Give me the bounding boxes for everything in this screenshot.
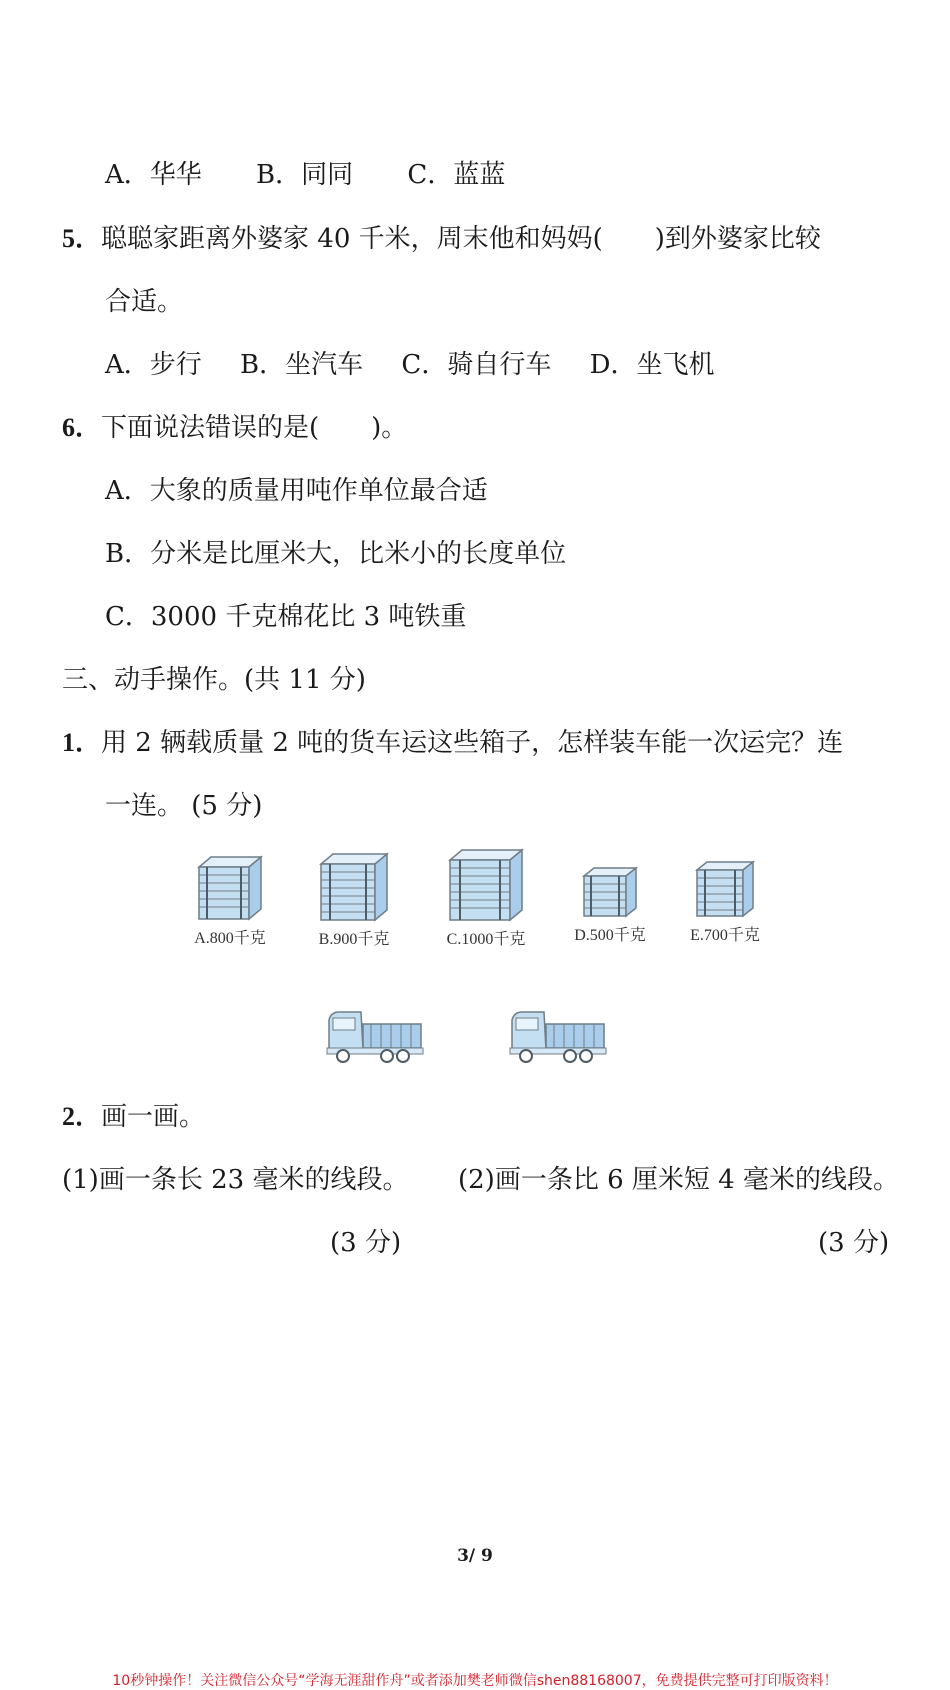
q5-line1 (62, 222, 821, 256)
crate-e-icon (695, 860, 755, 918)
s3q2-number: 2． (62, 1102, 102, 1131)
crate-c-label: C.1000千克 (446, 931, 526, 948)
crate-b (308, 852, 400, 949)
crate-b-label: B.900千克 (318, 931, 390, 948)
footer-notice: 10秒钟操作！关注微信公众号“学海无涯甜作舟”或者添加樊老师微信shen88168007，免费提供完整可打印版资料！ (112, 1673, 838, 1689)
page-number: 3/ 9 (457, 1546, 493, 1566)
q5-options (105, 348, 714, 382)
q6-option-b: B．分米是比厘米大，比米小的长度单位 (105, 539, 567, 569)
truck-icon-2 (508, 1008, 608, 1064)
q6-number: 6． (62, 413, 102, 442)
crate-d-label: D.500千克 (574, 927, 646, 944)
q4-option-b: B．同同 (256, 160, 354, 190)
s3q2-part2: (2)画一条比 6 厘米短 4 毫米的线段。 (458, 1165, 899, 1195)
q5-line2: 合适。 (105, 287, 184, 317)
s3q1-text: 用 2 辆载质量 2 吨的货车运这些箱子，怎样装车能一次运完？连 (101, 728, 844, 758)
q5-option-b: B．坐汽车 (240, 350, 364, 380)
q6-line (62, 411, 407, 445)
s3q2-line (62, 1100, 205, 1134)
q6-text: 下面说法错误的是( )。 (101, 413, 408, 443)
s3q2-part1: (1)画一条长 23 毫米的线段。 (62, 1165, 409, 1195)
crate-b-icon (319, 852, 389, 922)
q4-option-a: A．华华 (105, 160, 202, 190)
crate-a-label: A.800千克 (194, 930, 266, 947)
q4-options (105, 158, 505, 192)
s3q2-score1: (3 分) (330, 1228, 402, 1258)
q6-option-c: C．3000 千克棉花比 3 吨铁重 (105, 602, 467, 632)
crate-d (565, 866, 655, 945)
s3q2-score2: (3 分) (818, 1228, 890, 1258)
q5-option-a: A．步行 (105, 350, 202, 380)
crate-e-label: E.700千克 (690, 927, 760, 944)
truck-icon-1 (325, 1008, 425, 1064)
crate-e (680, 860, 770, 945)
s3q1-line1 (62, 726, 843, 760)
q6-option-a: A．大象的质量用吨作单位最合适 (105, 476, 488, 506)
q4-option-c: C．蓝蓝 (407, 160, 506, 190)
q5-number: 5． (62, 224, 102, 253)
crate-d-icon (582, 866, 638, 918)
crate-a-icon (197, 855, 263, 921)
q5-text: 聪聪家距离外婆家 40 千米，周末他和妈妈( )到外婆家比较 (101, 224, 821, 254)
crate-c (436, 848, 536, 949)
s3q1-number: 1． (62, 728, 102, 757)
crate-c-icon (448, 848, 524, 922)
s3q1-line2: 一连。 (5 分) (105, 791, 263, 821)
crate-a (185, 855, 275, 948)
q5-option-c: C．骑自行车 (401, 350, 552, 380)
q5-option-d: D．坐飞机 (589, 350, 715, 380)
s3q2-text: 画一画。 (101, 1102, 206, 1132)
section-3-heading: 三、动手操作。(共 11 分) (62, 665, 366, 695)
